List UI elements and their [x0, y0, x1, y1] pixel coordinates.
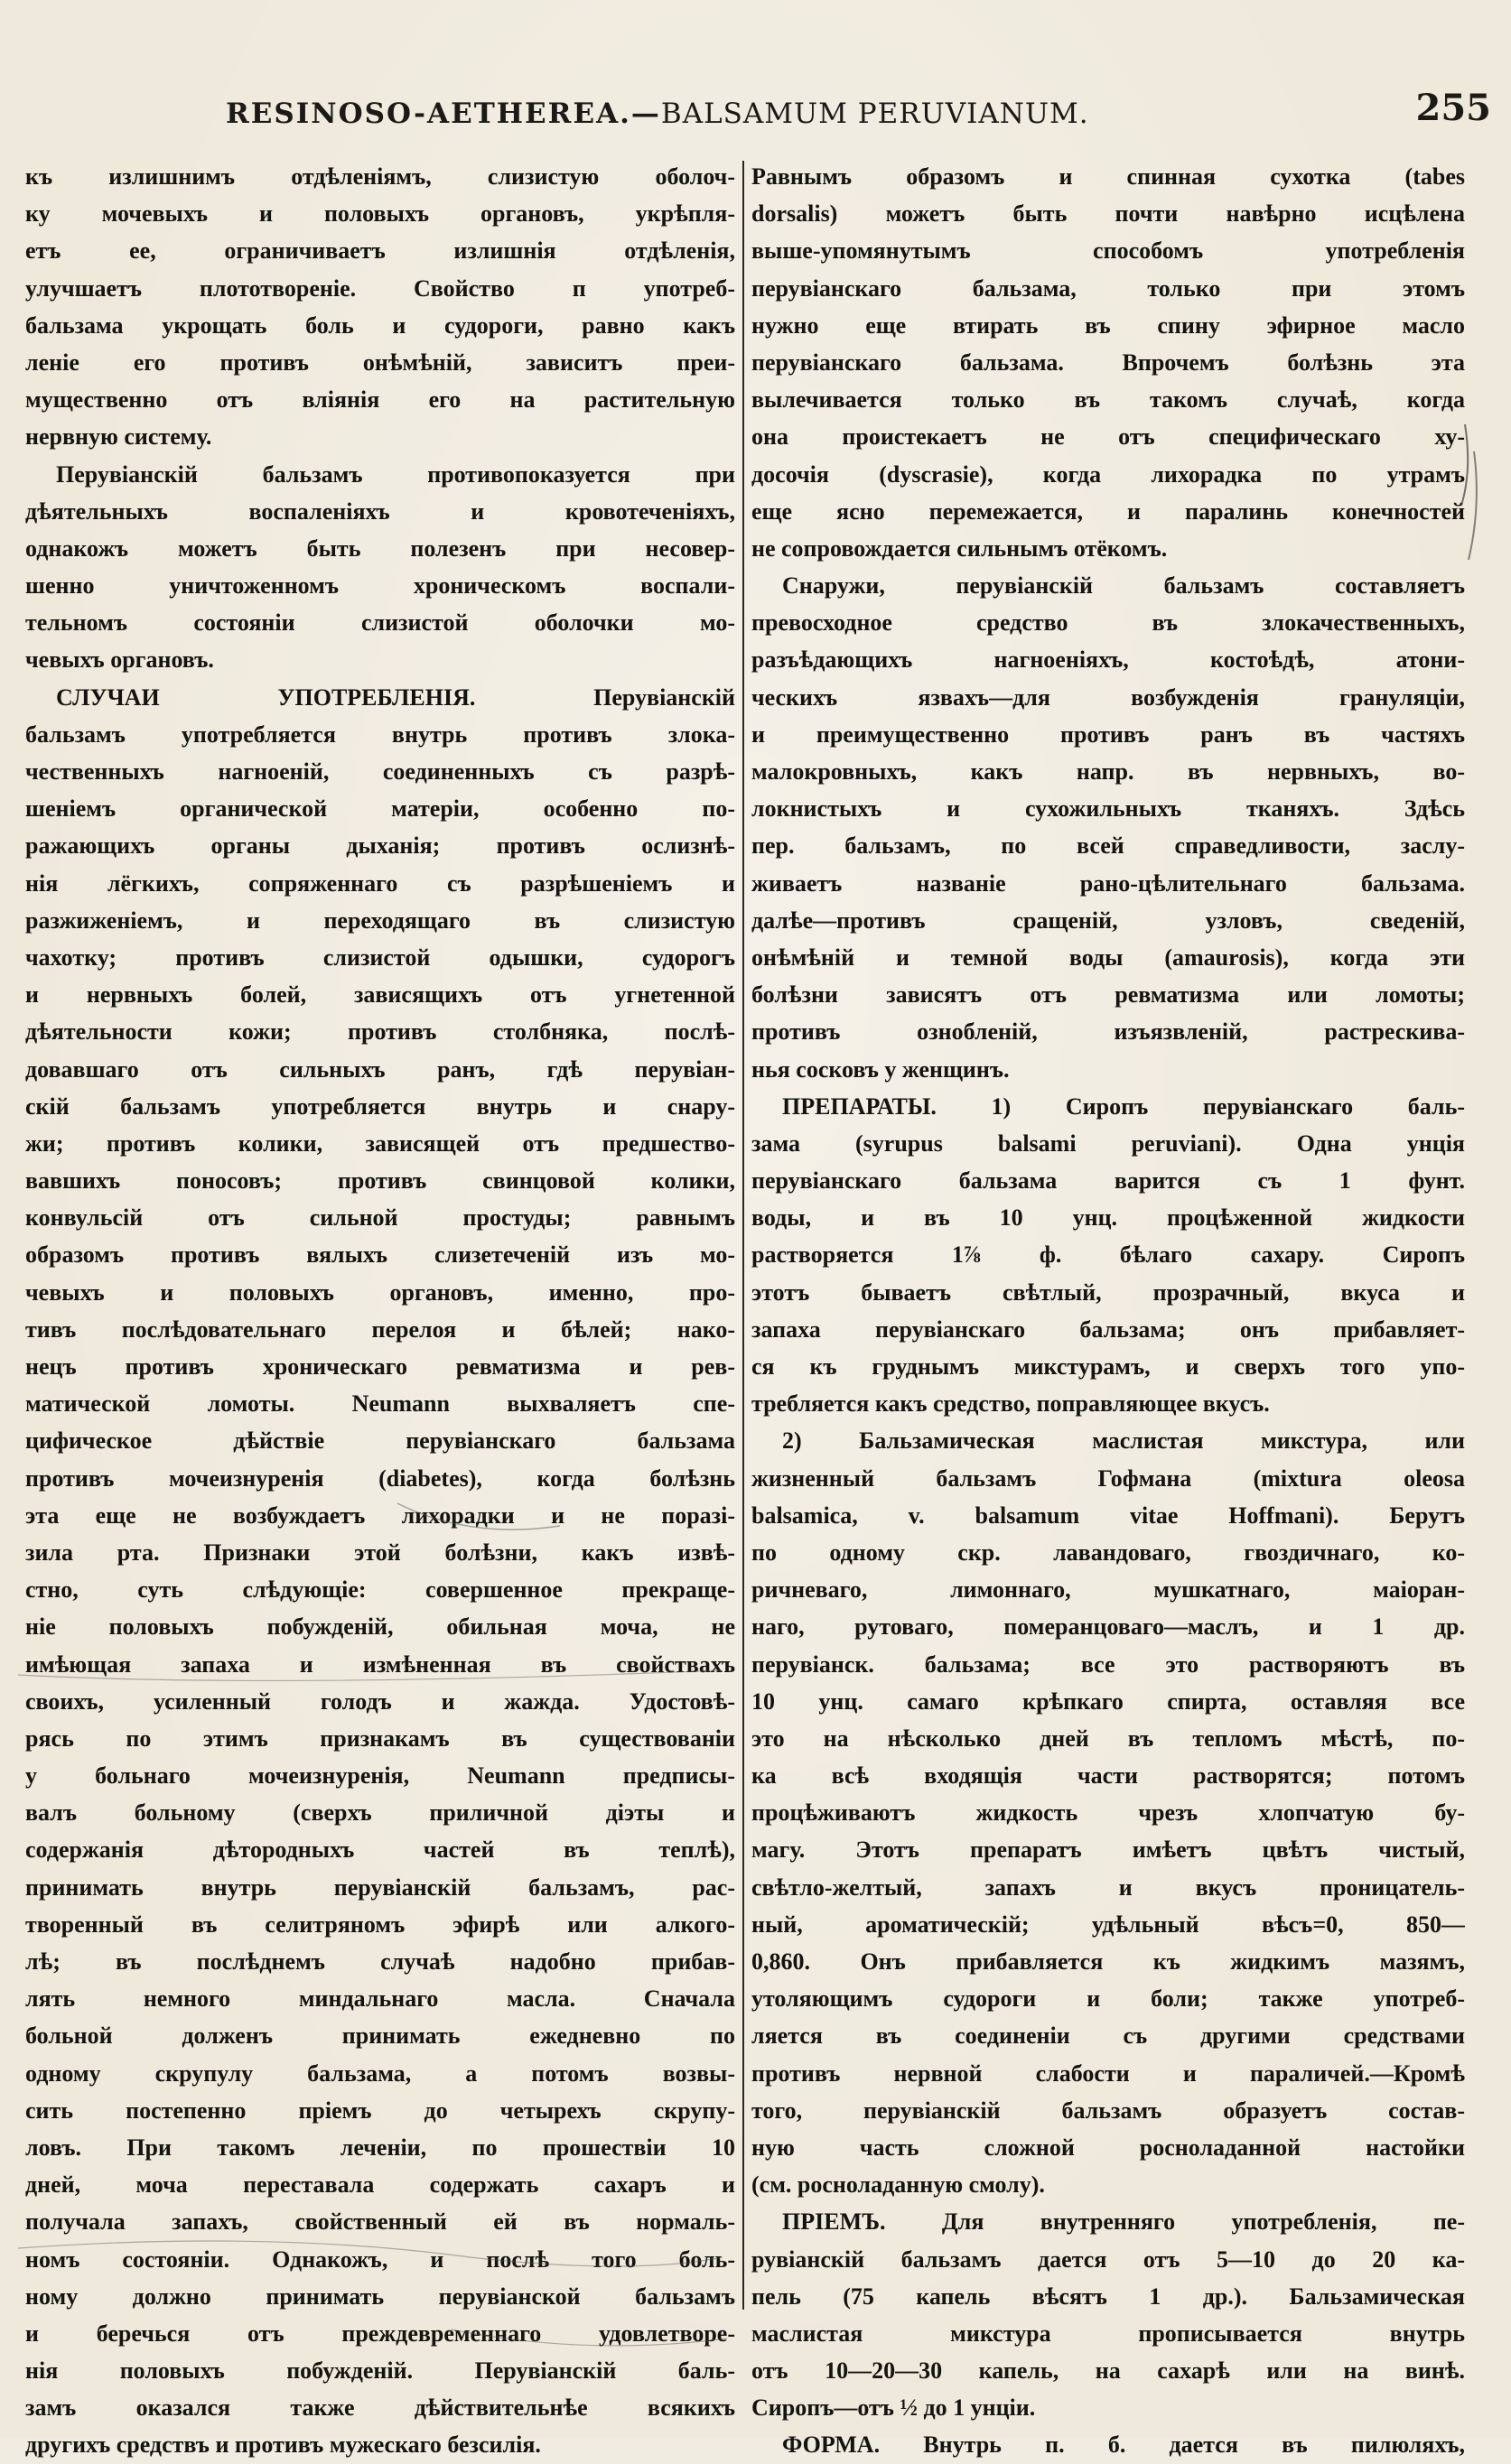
text-line: болѣзни зависятъ отъ ревматизма или ломоты;: [751, 981, 1465, 1009]
page-number: 255: [1415, 87, 1491, 129]
text-line: сить постепенно пріемъ до четырехъ скрупу-: [25, 2097, 735, 2124]
text-line: ся къ груднымъ микстурамъ, и сверхъ того упо-: [751, 1353, 1465, 1380]
text-line: нія половыхъ побужденій. Перувіанскій баль-: [25, 2357, 735, 2385]
text-line: противъ ознобленій, изъязвленій, растрескива-: [751, 1018, 1465, 1046]
left-column: [25, 158, 735, 2464]
text-line: ную часть сложной росноладанной настойки: [751, 2134, 1465, 2161]
text-line: этотъ бываетъ свѣтлый, прозрачный, вкуса и: [751, 1278, 1465, 1306]
text-line: принимать внутрь перувіанскій бальзамъ, рас-: [25, 1874, 735, 1901]
text-line: чевыхъ и половыхъ органовъ, именно, про-: [25, 1278, 735, 1306]
text-line: локнистыхъ и сухожильныхъ тканяхъ. Здѣсь: [751, 795, 1465, 823]
text-line: balsamica, v. balsamum vitae Hoffmani). Берутъ: [751, 1502, 1465, 1529]
text-line: 10 унц. самаго крѣпкаго спирта, оставляя все: [751, 1688, 1465, 1715]
text-line: воды, и въ 10 унц. процѣженной жидкости: [751, 1204, 1465, 1232]
header-subtitle: BALSAMUM PERUVIANUM.: [660, 98, 1089, 130]
text-line: тельномъ состояніи слизистой оболочки мо-: [25, 609, 735, 637]
text-line: нья сосковъ у женщинъ.: [751, 1055, 1010, 1083]
text-line: по одному скр. лавандоваго, гвоздичнаго, ко-: [751, 1539, 1465, 1566]
text-line: шеніемъ органической матеріи, особенно по-: [25, 795, 735, 823]
text-line: требляется какъ средство, поправляющее вкусъ.: [751, 1390, 1270, 1418]
text-line: довавшаго отъ сильныхъ ранъ, гдѣ перувіан-: [25, 1055, 735, 1083]
text-line: (см. росноладанную смолу).: [751, 2171, 1045, 2199]
text-line: онѣмѣній и темной воды (amaurosis), когда эти: [751, 944, 1465, 971]
text-line: процѣживаютъ жидкость чрезъ хлопчатую бу-: [751, 1799, 1465, 1827]
text-line: другихъ средствъ и противъ мужескаго безсилія.: [25, 2431, 541, 2459]
text-line: запаха перувіанскаго бальзама; онъ прибавляет-: [751, 1316, 1465, 1343]
text-line: дней, моча переставала содержать сахаръ и: [25, 2171, 735, 2199]
text-line: разжиженіемъ, и переходящаго въ слизистую: [25, 907, 735, 934]
text-line: ричневаго, лимоннаго, мушкатнаго, маіоран-: [751, 1576, 1465, 1604]
text-line: ка всѣ входящія части растворятся; потомъ: [751, 1762, 1465, 1790]
text-line: дѣятельныхъ воспаленіяхъ и кровотеченіяхъ,: [25, 497, 735, 525]
text-line: dorsalis) можетъ быть почти навѣрно исцѣлена: [751, 200, 1465, 228]
text-line: отъ 10—20—30 капель, на сахарѣ или на винѣ.: [751, 2357, 1465, 2385]
text-line: зама (syrupus balsami peruviani). Одна унція: [751, 1130, 1465, 1157]
text-line: ПРІЕМЪ. Для внутренняго употребленія, пе-: [782, 2208, 1465, 2236]
text-line: еще ясно перемежается, и паралинь конечностей: [751, 497, 1465, 525]
text-line: рувіанскій бальзамъ дается отъ 5—10 до 20 ка-: [751, 2245, 1465, 2273]
text-line: образомъ противъ вялыхъ слизетеченій изъ мо-: [25, 1241, 735, 1269]
text-line: одному скрупулу бальзама, а потомъ возвы-: [25, 2060, 735, 2087]
text-line: жи; противъ колики, зависящей отъ предшество-: [25, 1130, 735, 1157]
text-line: лять немного миндальнаго масла. Сначала: [25, 1985, 735, 2013]
text-line: ляется въ соединеніи съ другими средствами: [751, 2022, 1465, 2050]
text-line: эта еще не возбуждаетъ лихорадки и не поразі-: [25, 1502, 735, 1529]
text-line: живаетъ названіе рано-цѣлительнаго бальзама.: [751, 869, 1465, 897]
text-line: досочія (dyscrasie), когда лихорадка по утрамъ: [751, 460, 1465, 488]
text-line: ному должно принимать перувіанской бальзамъ: [25, 2283, 735, 2310]
header-section: RESINOSO-AETHEREA.—: [226, 98, 661, 130]
text-line: далѣе—противъ сращеній, узловъ, сведеній,: [751, 907, 1465, 934]
text-line: вылечивается только въ такомъ случаѣ, когда: [751, 386, 1465, 414]
text-line: перувіанскаго бальзама. Впрочемъ болѣзнь эта: [751, 349, 1465, 376]
text-line: и беречься отъ преждевременнаго удовлетворе-: [25, 2320, 735, 2347]
text-line: матической ломоты. Neumann выхваляетъ спе-: [25, 1390, 735, 1418]
text-line: превосходное средство въ злокачественныхъ,: [751, 609, 1465, 637]
text-line: 0,860. Онъ прибавляется къ жидкимъ мазямъ,: [751, 1948, 1465, 1975]
text-line: того, перувіанскій бальзамъ образуетъ состав-: [751, 2097, 1465, 2124]
text-line: чевыхъ органовъ.: [25, 646, 214, 674]
text-line: шенно уничтоженномъ хроническомъ воспали-: [25, 572, 735, 600]
text-line: 2) Бальзамическая маслистая микстура, или: [782, 1427, 1465, 1455]
text-line: Равнымъ образомъ и спинная сухотка (tabes: [751, 163, 1465, 190]
text-line: скій бальзамъ употребляется внутрь и снару-: [25, 1093, 735, 1120]
text-line: у больнаго мочеизнуренія, Neumann предписы-: [25, 1762, 735, 1790]
text-line: ку мочевыхъ и половыхъ органовъ, укрѣпля-: [25, 200, 735, 228]
text-line: вавшихъ поносовъ; противъ свинцовой колики,: [25, 1167, 735, 1195]
text-line: не сопровождается сильнымъ отёкомъ.: [751, 535, 1168, 562]
text-line: больной долженъ принимать ежедневно по: [25, 2022, 735, 2050]
text-line: противъ мочеизнуренія (diabetes), когда болѣзнь: [25, 1464, 735, 1492]
text-line: однакожъ можетъ быть полезенъ при несовер-: [25, 535, 735, 562]
text-line: наго, рутоваго, померанцоваго—маслъ, и 1 др.: [751, 1613, 1465, 1641]
text-line: замъ оказался также дѣйствительнѣе всякихъ: [25, 2394, 735, 2422]
text-line: чественныхъ нагноеній, соединенныхъ съ разрѣ-: [25, 758, 735, 785]
text-line: противъ нервной слабости и параличей.—Кромѣ: [751, 2060, 1465, 2087]
text-line: она проистекаетъ не отъ специфическаго ху-: [751, 423, 1465, 451]
text-line: бальзамъ употребляется внутрь противъ злока-: [25, 721, 735, 748]
text-line: перувіанскаго бальзама варится съ 1 фунт.: [751, 1167, 1465, 1195]
text-line: тивъ послѣдовательнаго перелоя и бѣлей; нако-: [25, 1316, 735, 1343]
text-line: ФОРМА. Внутрь п. б. дается въ пилюляхъ,: [782, 2431, 1465, 2459]
text-line: валъ больному (сверхъ приличной діэты и: [25, 1799, 735, 1827]
text-line: перувіанск. бальзама; все это растворяютъ въ: [751, 1650, 1465, 1678]
text-line: дѣятельности кожи; противъ столбняка, послѣ-: [25, 1018, 735, 1046]
text-line: разъѣдающихъ нагноеніяхъ, костоѣдѣ, атони-: [751, 646, 1465, 674]
text-line: пер. бальзамъ, по всей справедливости, заслу-: [751, 832, 1465, 860]
text-line: конвульсій отъ сильной простуды; равнымъ: [25, 1204, 735, 1232]
text-line: выше-упомянутымъ способомъ употребленія: [751, 237, 1465, 265]
text-line: улучшаетъ плототвореніе. Свойство п употреб-: [25, 274, 735, 302]
text-line: ражающихъ органы дыханія; противъ ослизнѣ-: [25, 832, 735, 860]
text-line: чахотку; противъ слизистой одышки, судорогъ: [25, 944, 735, 971]
text-line: нецъ противъ хроническаго ревматизма и рев-: [25, 1353, 735, 1380]
text-line: перувіанскаго бальзама, только при этомъ: [751, 274, 1465, 302]
text-line: бальзама укрощать боль и судороги, равно какъ: [25, 311, 735, 339]
right-column: [751, 158, 1465, 2464]
text-line: стно, суть слѣдующіе: совершенное прекраще-: [25, 1576, 735, 1604]
text-line: Перувіанскій бальзамъ противопоказуется при: [56, 460, 735, 488]
text-line: ный, ароматическій; удѣльный вѣсъ=0, 850—: [751, 1911, 1465, 1938]
text-line: растворяется 1⅞ ф. бѣлаго сахару. Сиропъ: [751, 1241, 1465, 1269]
column-divider: [742, 161, 744, 2310]
text-line: это на нѣсколько дней въ тепломъ мѣстѣ, по-: [751, 1725, 1465, 1752]
text-line: имѣющая запаха и измѣненная въ свойствахъ: [25, 1650, 735, 1678]
text-line: и нервныхъ болей, зависящихъ отъ угнетенной: [25, 981, 735, 1009]
text-line: малокровныхъ, какъ напр. въ нервныхъ, во-: [751, 758, 1465, 785]
text-line: ческихъ язвахъ—для возбужденія грануляціи,: [751, 683, 1465, 711]
text-line: получала запахъ, свойственный ей въ нормаль-: [25, 2208, 735, 2236]
header-title: [226, 98, 1089, 130]
text-line: зила рта. Признаки этой болѣзни, какъ извѣ-: [25, 1539, 735, 1566]
text-line: нія лёгкихъ, сопряженнаго съ разрѣшеніемъ и: [25, 869, 735, 897]
text-line: содержанія дѣтородныхъ частей въ теплѣ),: [25, 1836, 735, 1864]
text-line: жизненный бальзамъ Гофмана (mixtura oleosa: [751, 1464, 1465, 1492]
text-line: магу. Этотъ препаратъ имѣетъ цвѣтъ чистый,: [751, 1836, 1465, 1864]
text-line: маслистая микстура прописывается внутрь: [751, 2320, 1465, 2347]
text-line: цифическое дѣйствіе перувіанскаго бальзама: [25, 1427, 735, 1455]
running-header: [226, 87, 1504, 141]
text-line: Сиропъ—отъ ½ до 1 унціи.: [751, 2394, 1036, 2422]
text-line: номъ состояніи. Однакожъ, и послѣ того боль-: [25, 2245, 735, 2273]
text-line: рясь по этимъ признакамъ въ существованіи: [25, 1725, 735, 1752]
text-line: и преимущественно противъ ранъ въ частяхъ: [751, 721, 1465, 748]
text-line: ПРЕПАРАТЫ. 1) Сиропъ перувіанскаго баль-: [782, 1093, 1465, 1120]
text-line: нужно еще втирать въ спину эфирное масло: [751, 311, 1465, 339]
text-line: леніе его противъ онѣмѣній, зависитъ преи-: [25, 349, 735, 376]
text-line: своихъ, усиленный голодъ и жажда. Удостовѣ-: [25, 1688, 735, 1715]
text-line: ловъ. При такомъ леченіи, по прошествіи 10: [25, 2134, 735, 2161]
text-line: ніе половыхъ побужденій, обильная моча, не: [25, 1613, 735, 1641]
text-line: къ излишнимъ отдѣленіямъ, слизистую оболоч-: [25, 163, 735, 190]
text-line: лѣ; въ послѣднемъ случаѣ надобно прибав-: [25, 1948, 735, 1975]
text-line: нервную систему.: [25, 423, 212, 451]
text-line: Снаружи, перувіанскій бальзамъ составляетъ: [782, 572, 1465, 600]
text-line: творенный въ селитряномъ эфирѣ или алкого-: [25, 1911, 735, 1938]
text-line: мущественно отъ вліянія его на растительную: [25, 386, 735, 414]
text-line: етъ ее, ограничиваетъ излишнія отдѣленія,: [25, 237, 735, 265]
text-line: пель (75 капель вѣсятъ 1 др.). Бальзамическая: [751, 2283, 1465, 2310]
text-line: СЛУЧАИ УПОТРЕБЛЕНІЯ. Перувіанскій: [56, 683, 735, 711]
text-line: утоляющимъ судороги и боли; также употреб-: [751, 1985, 1465, 2013]
text-line: свѣтло-желтый, запахъ и вкусъ проницатель-: [751, 1874, 1465, 1901]
